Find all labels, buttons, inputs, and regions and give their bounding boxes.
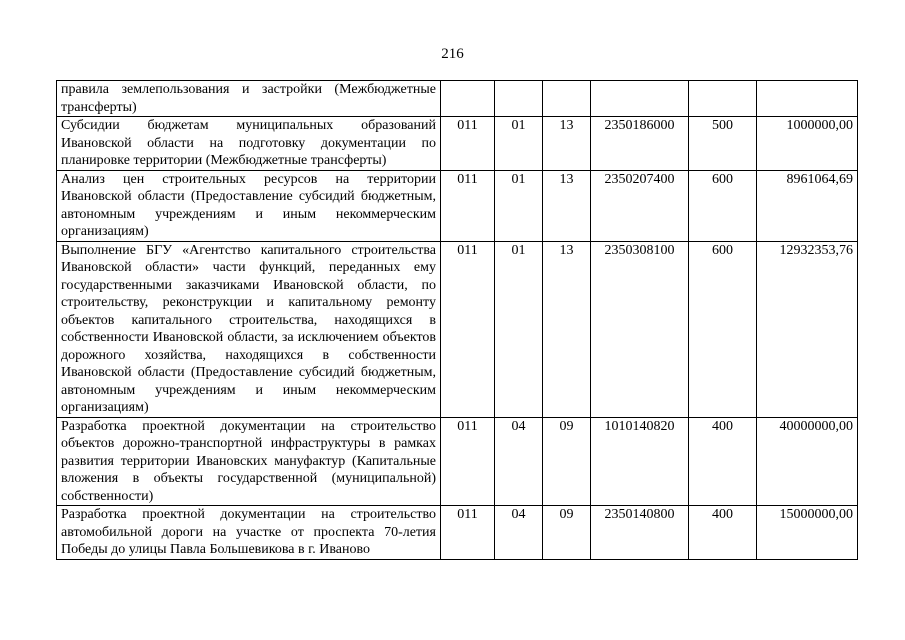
amount-value: 15000000,00 (757, 506, 858, 560)
amount-value: 12932353,76 (757, 241, 858, 417)
ministry-code: 011 (441, 417, 495, 506)
subsection-code: 13 (543, 117, 591, 171)
subsection-code: 09 (543, 417, 591, 506)
table-row (57, 170, 858, 241)
amount-value: 40000000,00 (757, 417, 858, 506)
target-article-code: 2350186000 (591, 117, 689, 171)
expense-type-code: 400 (689, 417, 757, 506)
subsection-code: 13 (543, 241, 591, 417)
ministry-code: 011 (441, 117, 495, 171)
ministry-code: 011 (441, 241, 495, 417)
section-code: 01 (495, 170, 543, 241)
ministry-code (441, 81, 495, 117)
section-code: 04 (495, 506, 543, 560)
amount-value: 1000000,00 (757, 117, 858, 171)
expense-type-code: 400 (689, 506, 757, 560)
target-article-code: 2350207400 (591, 170, 689, 241)
target-article-code: 2350308100 (591, 241, 689, 417)
row-description: Разработка проектной документации на строительство автомобильной дороги на участке от проспекта 70-летия Победы до улицы Павла Большевикова в г. Иваново (57, 506, 441, 560)
budget-table (56, 80, 858, 560)
table-row (57, 506, 858, 560)
expense-type-code: 500 (689, 117, 757, 171)
expense-type-code: 600 (689, 170, 757, 241)
section-code: 04 (495, 417, 543, 506)
amount-value (757, 81, 858, 117)
table-row (57, 241, 858, 417)
section-code: 01 (495, 117, 543, 171)
row-description: Разработка проектной документации на строительство объектов дорожно-транспортной инфраструктуры в рамках развития территории Ивановских мануфактур (Капитальные вложения в объекты государственной (муниципальной) собственности) (57, 417, 441, 506)
expense-type-code (689, 81, 757, 117)
page-number: 216 (441, 46, 464, 62)
target-article-code (591, 81, 689, 117)
ministry-code: 011 (441, 170, 495, 241)
table-row (57, 117, 858, 171)
subsection-code (543, 81, 591, 117)
table-row (57, 81, 858, 117)
table-row (57, 417, 858, 506)
amount-value: 8961064,69 (757, 170, 858, 241)
section-code (495, 81, 543, 117)
row-description: правила землепользования и застройки (Межбюджетные трансферты) (57, 81, 441, 117)
section-code: 01 (495, 241, 543, 417)
row-description: Субсидии бюджетам муниципальных образований Ивановской области на подготовку документации по планировке территории (Межбюджетные трансферты) (57, 117, 441, 171)
row-description: Анализ цен строительных ресурсов на территории Ивановской области (Предоставление субсидий бюджетным, автономным учреждениям и иным некоммерческим организациям) (57, 170, 441, 241)
subsection-code: 09 (543, 506, 591, 560)
target-article-code: 1010140820 (591, 417, 689, 506)
row-description: Выполнение БГУ «Агентство капитального строительства Ивановской области» части функций, переданных ему государственными заказчиками Ивановской области, по строительству, реконструкции и капитальному ремонту объектов капитального строительства, находящихся в собственности Ивановской области, за исключением объектов дорожного хозяйства, находящихся в собственности Ивановской области (Предоставление субсидий бюджетным, автономным учреждениям и иным некоммерческим организациям) (57, 241, 441, 417)
target-article-code: 2350140800 (591, 506, 689, 560)
subsection-code: 13 (543, 170, 591, 241)
ministry-code: 011 (441, 506, 495, 560)
expense-type-code: 600 (689, 241, 757, 417)
